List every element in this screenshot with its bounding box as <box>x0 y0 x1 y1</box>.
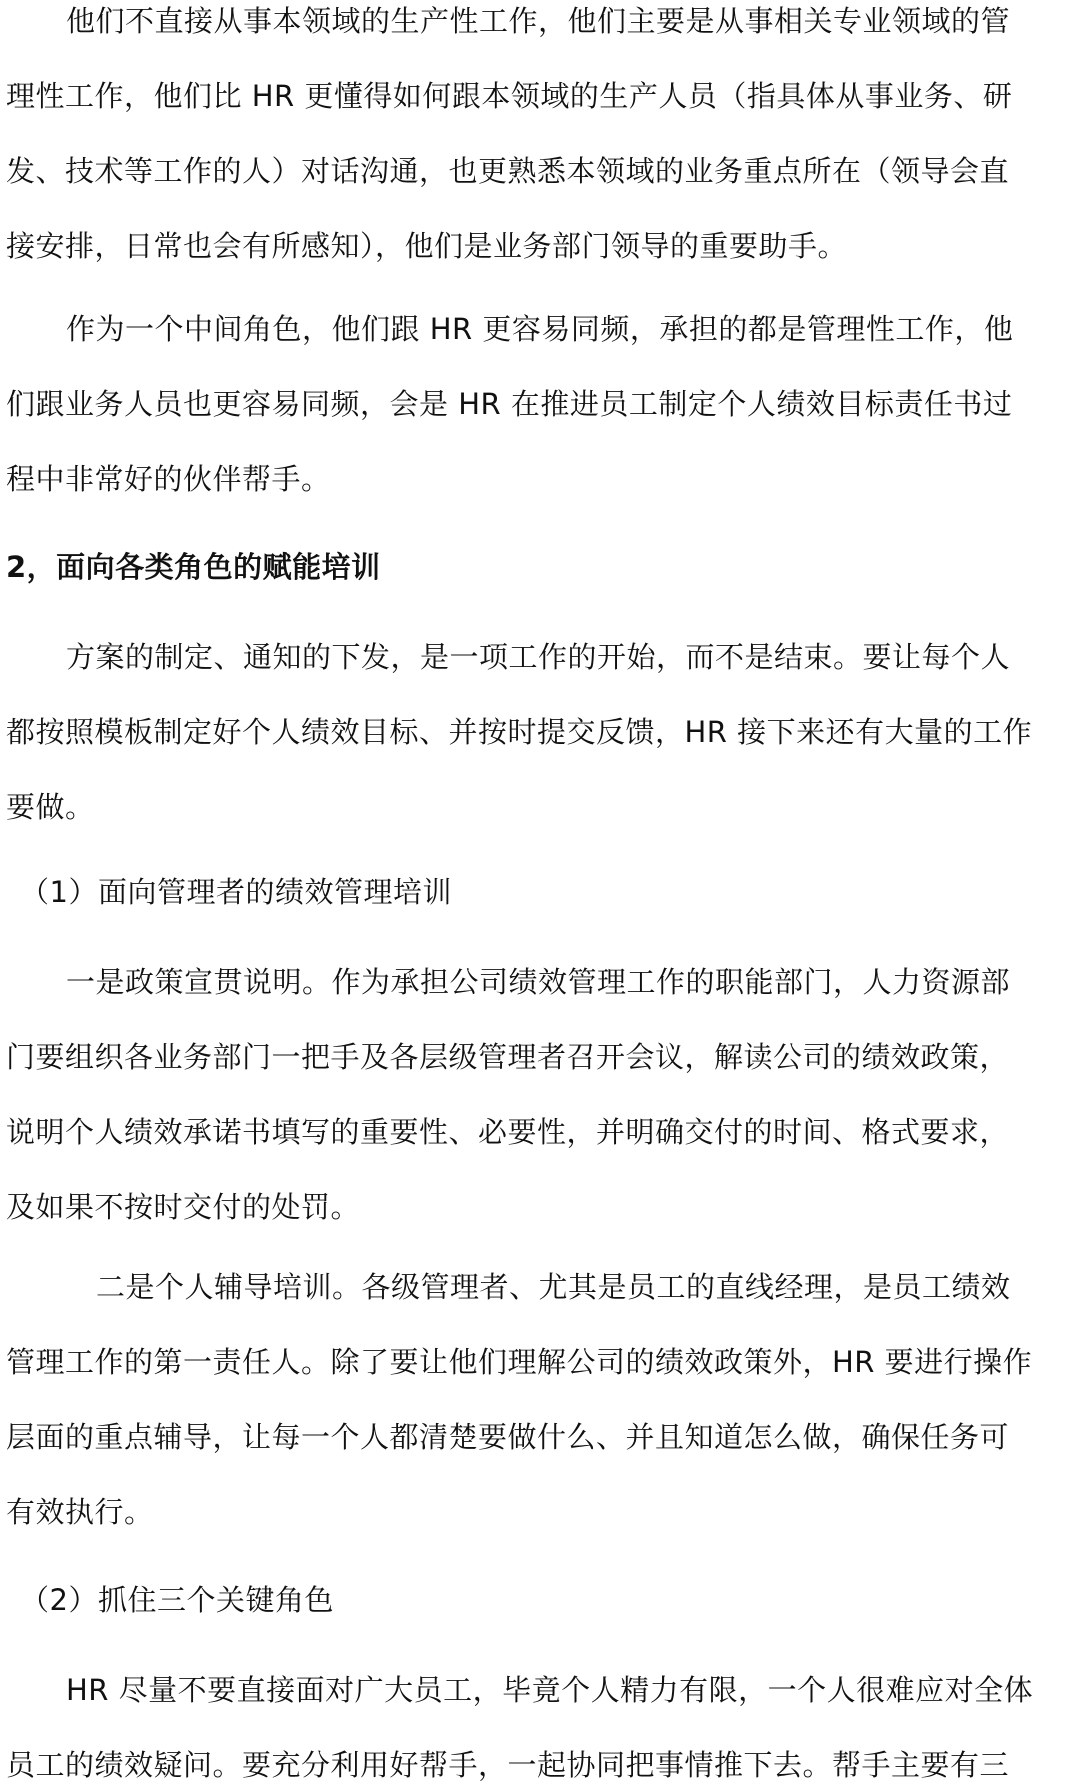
text-line: 员工的绩效疑问。要充分利用好帮手，一起协同把事情推下去。帮手主要有三 <box>6 1748 1010 1782</box>
text-line: 层面的重点辅导，让每一个人都清楚要做什么、并且知道怎么做，确保任务可 <box>6 1420 1010 1454</box>
sub-heading-1 <box>6 855 1074 930</box>
text-line: 二是个人辅导培训。各级管理者、尤其是员工的直线经理，是员工绩效 <box>96 1270 1011 1304</box>
text-line: 说明个人绩效承诺书填写的重要性、必要性，并明确交付的时间、格式要求， <box>6 1115 1010 1149</box>
section-heading <box>6 530 1074 605</box>
text-line: 方案的制定、通知的下发，是一项工作的开始，而不是结束。要让每个人 <box>66 640 1011 674</box>
paragraph-3 <box>6 620 1074 845</box>
paragraph-6 <box>6 1653 1074 1784</box>
text-line: 一是政策宣贯说明。作为承担公司绩效管理工作的职能部门，人力资源部 <box>66 965 1011 999</box>
text-line: 程中非常好的伙伴帮手。 <box>6 462 331 496</box>
text-line: 门要组织各业务部门一把手及各层级管理者召开会议，解读公司的绩效政策， <box>6 1040 1010 1074</box>
sub-heading-2 <box>6 1563 1074 1638</box>
text-line: 理性工作，他们比 HR 更懂得如何跟本领域的生产人员（指具体从事业务、研 <box>6 79 1013 113</box>
paragraph-5 <box>6 1250 1074 1550</box>
text-line: 接安排，日常也会有所感知），他们是业务部门领导的重要助手。 <box>6 229 848 263</box>
paragraph-2 <box>6 292 1074 517</box>
text-line: 及如果不按时交付的处罚。 <box>6 1190 361 1224</box>
text-line: 都按照模板制定好个人绩效目标、并按时提交反馈，HR 接下来还有大量的工作 <box>6 715 1033 749</box>
text-line: HR 尽量不要直接面对广大员工，毕竟个人精力有限，一个人很难应对全体 <box>66 1673 1034 1707</box>
section-heading-text: 2，面向各类角色的赋能培训 <box>6 550 381 584</box>
sub-heading-text: （2）抓住三个关键角色 <box>20 1583 334 1617</box>
text-line: 们跟业务人员也更容易同频，会是 HR 在推进员工制定个人绩效目标责任书过 <box>6 387 1013 421</box>
paragraph-4 <box>6 945 1074 1245</box>
text-line: 他们不直接从事本领域的生产性工作，他们主要是从事相关专业领域的管 <box>66 4 1011 38</box>
text-line: 发、技术等工作的人）对话沟通，也更熟悉本领域的业务重点所在（领导会直 <box>6 154 1010 188</box>
sub-heading-text: （1）面向管理者的绩效管理培训 <box>20 875 452 909</box>
text-line: 管理工作的第一责任人。除了要让他们理解公司的绩效政策外，HR 要进行操作 <box>6 1345 1033 1379</box>
text-line: 要做。 <box>6 790 95 824</box>
text-line: 作为一个中间角色，他们跟 HR 更容易同频，承担的都是管理性工作，他 <box>66 312 1014 346</box>
paragraph-1 <box>6 0 1074 284</box>
text-line: 有效执行。 <box>6 1495 154 1529</box>
